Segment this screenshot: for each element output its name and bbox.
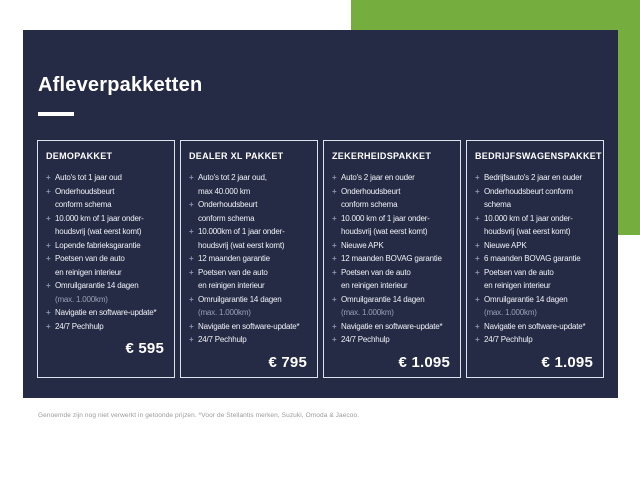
plus-bullet-icon: + — [332, 294, 337, 304]
plus-bullet-icon: + — [46, 240, 51, 250]
package-feature — [332, 333, 452, 347]
feature-line: en reinigen interieur — [341, 281, 408, 290]
package-feature — [46, 279, 166, 306]
footnote: Genoemde zijn nog niet verwerkt in getoonde prijzen. *Voor de Stellantis merken, Suzuki, Omoda & Jaecoo. — [38, 412, 360, 419]
feature-line: Navigatie en software-update* — [484, 321, 586, 331]
plus-bullet-icon: + — [332, 186, 337, 196]
feature-line: (max. 1.000km) — [484, 308, 537, 317]
plus-bullet-icon: + — [46, 254, 51, 263]
feature-line: en reinigen interieur — [198, 281, 265, 290]
plus-bullet-icon: + — [332, 240, 337, 250]
package-card — [180, 140, 318, 378]
package-feature — [475, 320, 595, 334]
feature-line: Onderhoudsbeurt — [341, 186, 401, 196]
page-title: Afleverpakketten — [38, 74, 203, 96]
feature-line: Poetsen van de auto — [484, 267, 554, 277]
package-feature — [189, 320, 309, 334]
feature-line: (max. 1.000km) — [198, 308, 251, 317]
feature-line: Auto's tot 1 jaar oud — [55, 173, 122, 182]
plus-bullet-icon: + — [46, 213, 51, 223]
plus-bullet-icon: + — [189, 173, 194, 182]
feature-line: (max. 1.000km) — [341, 308, 394, 317]
plus-bullet-icon: + — [475, 267, 480, 277]
card-title: DEALER XL PAKKET — [189, 151, 284, 161]
card-title: ZEKERHEIDSPAKKET — [332, 151, 432, 161]
feature-line: conform schema — [341, 200, 398, 209]
plus-bullet-icon: + — [475, 240, 480, 250]
plus-bullet-icon: + — [332, 254, 337, 263]
feature-line: Navigatie en software-update* — [341, 321, 443, 331]
feature-line: Lopende fabrieksgarantie — [55, 240, 141, 250]
package-feature — [475, 185, 595, 212]
package-feature — [46, 239, 166, 253]
plus-bullet-icon: + — [46, 281, 51, 290]
package-feature — [189, 252, 309, 266]
feature-line: Nieuwe APK — [341, 240, 384, 250]
feature-line: 10.000 km of 1 jaar onder- — [55, 213, 144, 223]
feature-list — [475, 171, 595, 347]
package-feature — [46, 171, 166, 185]
package-feature — [332, 185, 452, 212]
plus-bullet-icon: + — [46, 308, 51, 317]
feature-list — [332, 171, 452, 347]
feature-line: Onderhoudsbeurt conform — [484, 186, 573, 196]
feature-line: Auto's 2 jaar en ouder — [341, 173, 415, 182]
package-feature — [332, 212, 452, 239]
plus-bullet-icon: + — [332, 335, 337, 344]
feature-line: max 40.000 km — [198, 186, 251, 196]
feature-line: 10.000km of 1 jaar onder- — [198, 227, 285, 236]
plus-bullet-icon: + — [189, 227, 194, 236]
plus-bullet-icon: + — [332, 213, 337, 223]
package-feature — [475, 293, 595, 320]
feature-line: Omruilgarantie 14 dagen — [55, 281, 139, 290]
package-card — [37, 140, 175, 378]
package-feature — [332, 320, 452, 334]
package-feature — [475, 212, 595, 239]
feature-line: houdsvrij (wat eerst komt) — [341, 227, 428, 236]
plus-bullet-icon: + — [332, 173, 337, 182]
plus-bullet-icon: + — [46, 173, 51, 182]
feature-line: 10.000 km of 1 jaar onder- — [341, 213, 430, 223]
package-feature — [189, 198, 309, 225]
package-feature — [332, 239, 452, 253]
package-feature — [475, 252, 595, 266]
plus-bullet-icon: + — [189, 254, 194, 263]
feature-line: 6 maanden BOVAG garantie — [484, 254, 581, 263]
package-feature — [332, 252, 452, 266]
package-feature — [189, 293, 309, 320]
feature-line: Omruilgarantie 14 dagen — [341, 294, 425, 304]
plus-bullet-icon: + — [475, 294, 480, 304]
feature-line: houdsvrij (wat eerst komt) — [484, 227, 571, 236]
plus-bullet-icon: + — [332, 267, 337, 277]
package-feature — [189, 266, 309, 293]
plus-bullet-icon: + — [46, 321, 51, 331]
feature-line: 24/7 Pechhulp — [484, 335, 533, 344]
plus-bullet-icon: + — [475, 173, 480, 182]
feature-line: Bedrijfsauto's 2 jaar en ouder — [484, 173, 582, 182]
package-feature — [475, 333, 595, 347]
package-feature — [189, 333, 309, 347]
feature-line: 12 maanden BOVAG garantie — [341, 254, 442, 263]
plus-bullet-icon: + — [475, 321, 480, 331]
package-cards — [37, 140, 604, 378]
plus-bullet-icon: + — [46, 186, 51, 196]
plus-bullet-icon: + — [189, 267, 194, 277]
feature-list — [46, 171, 166, 333]
main-panel — [23, 30, 618, 398]
feature-line: houdsvrij (wat eerst komt) — [198, 240, 285, 250]
plus-bullet-icon: + — [475, 335, 480, 344]
package-feature — [46, 212, 166, 239]
card-title: BEDRIJFSWAGENSPAKKET — [475, 151, 602, 161]
package-card — [466, 140, 604, 378]
package-feature — [332, 293, 452, 320]
feature-line: Poetsen van de auto — [55, 254, 125, 263]
feature-list — [189, 171, 309, 347]
feature-line: (max. 1.000km) — [55, 294, 108, 304]
feature-line: en reinigen interieur — [484, 281, 551, 290]
feature-line: conform schema — [55, 200, 112, 209]
feature-line: Auto's tot 2 jaar oud, — [198, 173, 267, 182]
package-feature — [332, 266, 452, 293]
package-feature — [46, 306, 166, 320]
title-underline — [38, 112, 74, 116]
feature-line: Nieuwe APK — [484, 240, 527, 250]
feature-line: 24/7 Pechhulp — [341, 335, 390, 344]
package-feature — [189, 225, 309, 252]
feature-line: conform schema — [198, 213, 255, 223]
feature-line: Poetsen van de auto — [341, 267, 411, 277]
package-feature — [189, 171, 309, 198]
feature-line: en reinigen interieur — [55, 267, 122, 277]
feature-line: schema — [484, 200, 511, 209]
feature-line: Onderhoudsbeurt — [198, 200, 258, 209]
card-price: € 1.095 — [541, 353, 593, 371]
plus-bullet-icon: + — [332, 321, 337, 331]
feature-line: Onderhoudsbeurt — [55, 186, 115, 196]
package-feature — [46, 185, 166, 212]
package-feature — [475, 171, 595, 185]
feature-line: Poetsen van de auto — [198, 267, 268, 277]
feature-line: Navigatie en software-update* — [55, 308, 157, 317]
card-price: € 795 — [268, 353, 307, 371]
feature-line: 24/7 Pechhulp — [55, 321, 104, 331]
package-feature — [332, 171, 452, 185]
plus-bullet-icon: + — [475, 186, 480, 196]
feature-line: Navigatie en software-update* — [198, 321, 300, 331]
feature-line: 10.000 km of 1 jaar onder- — [484, 213, 573, 223]
feature-line: Omruilgarantie 14 dagen — [198, 294, 282, 304]
plus-bullet-icon: + — [189, 335, 194, 344]
feature-line: 12 maanden garantie — [198, 254, 270, 263]
package-card — [323, 140, 461, 378]
package-feature — [475, 266, 595, 293]
feature-line: houdsvrij (wat eerst komt) — [55, 227, 142, 236]
feature-line: 24/7 Pechhulp — [198, 335, 247, 344]
card-price: € 1.095 — [398, 353, 450, 371]
package-feature — [475, 239, 595, 253]
card-price: € 595 — [125, 340, 164, 357]
package-feature — [46, 320, 166, 334]
feature-line: Omruilgarantie 14 dagen — [484, 294, 568, 304]
plus-bullet-icon: + — [189, 200, 194, 209]
plus-bullet-icon: + — [475, 213, 480, 223]
plus-bullet-icon: + — [189, 321, 194, 331]
card-title: DEMOPAKKET — [46, 151, 113, 161]
plus-bullet-icon: + — [189, 294, 194, 304]
package-feature — [46, 252, 166, 279]
plus-bullet-icon: + — [475, 254, 480, 263]
